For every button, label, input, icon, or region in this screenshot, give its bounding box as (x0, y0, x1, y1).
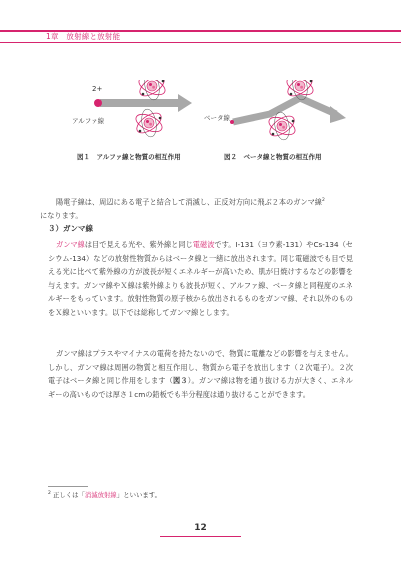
alpha-charge-label: 2+ (92, 85, 103, 93)
term-gamma-ray: ガンマ線 (56, 240, 85, 249)
paragraph-text: ガンマ線はプラスやマイナスの電荷を持たないので、物質に電離などの影響を与えません。しかし、ガンマ線は周囲の物質と相互作用し、物質から電子を放出します（２次電子）。２次電子はベータ線と同じ作用をします（ (48, 349, 353, 386)
beta-ray-label: ベータ線 (204, 114, 230, 122)
alpha-ray-label: アルファ線 (72, 117, 105, 125)
paragraph-text: 陽電子線は、周辺にある電子と結合して消滅し、正反対方向に飛ぶ２本のガンマ線 (56, 197, 322, 207)
atom-icon (133, 108, 164, 138)
alpha-particle (94, 99, 102, 107)
figure-2-beta (230, 80, 346, 141)
footnote-rule (48, 486, 88, 487)
figure-1-caption: 図１ アルファ線と物質の相互作用 (77, 153, 181, 161)
page-number: 12 (194, 523, 207, 533)
figures-area (0, 80, 401, 170)
beta-arrow (233, 98, 336, 122)
footnote (48, 490, 161, 499)
footnote-text: 」といいます。 (116, 491, 162, 499)
term-em-wave: 電磁波 (192, 240, 215, 249)
paragraph-text: ）。ガンマ線は物を通り抜ける力が大きく、エネルギーの高いものでは厚さ１cmの鉛板でも半分程度は通り抜けることができます。 (48, 376, 353, 399)
paragraph-gamma-intro (48, 238, 353, 320)
section-heading: ３）ガンマ線 (48, 224, 93, 233)
footnote-text: 正しくは「 (52, 491, 85, 499)
paragraph-positron (40, 194, 353, 223)
figure-2-caption: 図２ ベータ線と物質の相互作用 (224, 153, 322, 161)
figure-reference: 図３ (173, 376, 188, 386)
figure-1-alpha (94, 80, 192, 138)
footnote-term: 消滅放射線 (84, 491, 117, 499)
page-number-rule (160, 536, 241, 537)
beta-arrow-head (330, 106, 346, 123)
paragraph-gamma-interaction (48, 347, 353, 401)
chapter-title: 1章 放射線と放射能 (46, 32, 121, 41)
footnote-ref: 2 (321, 198, 325, 203)
paragraph-text: になります。 (40, 210, 83, 220)
beta-particle (230, 120, 234, 124)
header-rule-bottom (0, 42, 401, 43)
paragraph-text: は目で見える光や、紫外線と同じ (84, 240, 193, 249)
paragraph-text: です。I-131（ヨウ素-131）やCs-134（セシウム-134）などの放射性物質からはベータ線と一緒に放出されます。同じ電磁波でも目で見える光に比べて紫外線の方が波長が短くエネルギーが高いため、肌が日焼けするなどの影響を与えます。ガンマ線やＸ線は紫外線よりも波長が短く、アルファ線、ベータ線と同程度のエネルギーをもっています。放射性物質の原子核から放出されるものをガンマ線、それ以外のものをＸ線といいます。以下では総称してガンマ線とします。 (48, 240, 353, 317)
footnote-marker: 2 (48, 490, 51, 496)
atom-icon (136, 80, 167, 101)
